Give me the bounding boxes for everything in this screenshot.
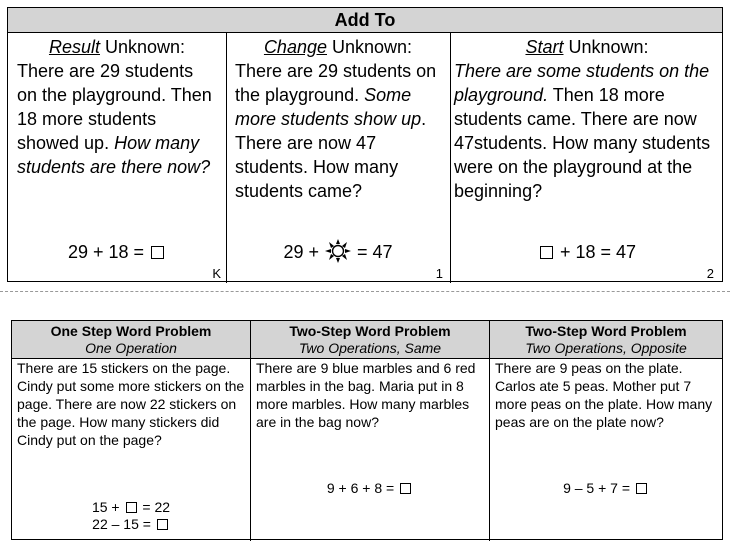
section-divider: [0, 291, 730, 292]
equation: 29 + 18 =: [13, 242, 221, 263]
problem-text: There are 9 blue marbles and 6 red marbles in the bag. Maria put in 8 more marbles. How many marbles are in the bag now?: [256, 360, 476, 430]
grade-code: 1: [435, 266, 443, 281]
two-step-opposite-column: [490, 321, 722, 539]
problem-text: There are 9 peas on the plate. Carlos ate 5 peas. Mother put 7 more peas on the plate. How many peas are on the plate now?: [495, 360, 713, 430]
change-unknown-column: [231, 35, 445, 283]
unknown-box-icon: [636, 483, 647, 494]
equation: 22 – 15 =: [12, 516, 250, 533]
unknown-box-icon: [126, 502, 137, 513]
equation: + 18 = 47: [452, 242, 722, 263]
one-step-column: [12, 321, 250, 539]
equation: 9 + 6 + 8 =: [251, 480, 489, 497]
problem-text: There are 15 stickers on the page. Cindy put some more stickers on the page. There are now 22 stickers on the page. How many stickers did Cindy put on the page?: [17, 360, 245, 448]
grade-code: 2: [706, 266, 714, 281]
equation: 15 + = 22: [91, 499, 171, 515]
unknown-box-icon: [157, 519, 168, 530]
sun-icon: [324, 239, 352, 263]
add-to-header: [8, 8, 722, 33]
result-unknown-column: [13, 35, 221, 283]
grade-code: K: [212, 266, 221, 281]
equation: 29 + = 47: [231, 239, 445, 263]
add-to-title: Add To: [334, 10, 396, 30]
unknown-box-icon: [540, 246, 553, 259]
unknown-box-icon: [400, 483, 411, 494]
unknown-box-icon: [151, 246, 164, 259]
problem-text: There are some students on the playground. Then 18 more students came. There are now 47students. How many students were on the playground at the beginning?: [454, 61, 711, 201]
column-header: One Step Word Problem One Operation: [12, 321, 250, 359]
column-title: Result Unknown:: [48, 37, 186, 57]
start-unknown-column: [452, 35, 722, 283]
problem-text: There are 29 students on the playground. Some more students show up. There are now 47 students. How many students came?: [235, 61, 437, 201]
two-step-same-column: [251, 321, 489, 539]
column-divider: [450, 32, 451, 283]
equation: 9 – 5 + 7 =: [490, 480, 722, 497]
column-header: Two-Step Word Problem Two Operations, Opposite: [490, 321, 722, 359]
column-title: Change Unknown:: [263, 37, 413, 57]
column-divider: [226, 32, 227, 283]
column-header: Two-Step Word Problem Two Operations, Same: [251, 321, 489, 359]
problem-text: There are 29 students on the playground. Then 18 more students showed up. How many students are there now?: [17, 61, 212, 177]
word-problems-table: [11, 320, 723, 540]
add-to-table: [7, 7, 723, 282]
column-title: Start Unknown:: [525, 37, 649, 57]
